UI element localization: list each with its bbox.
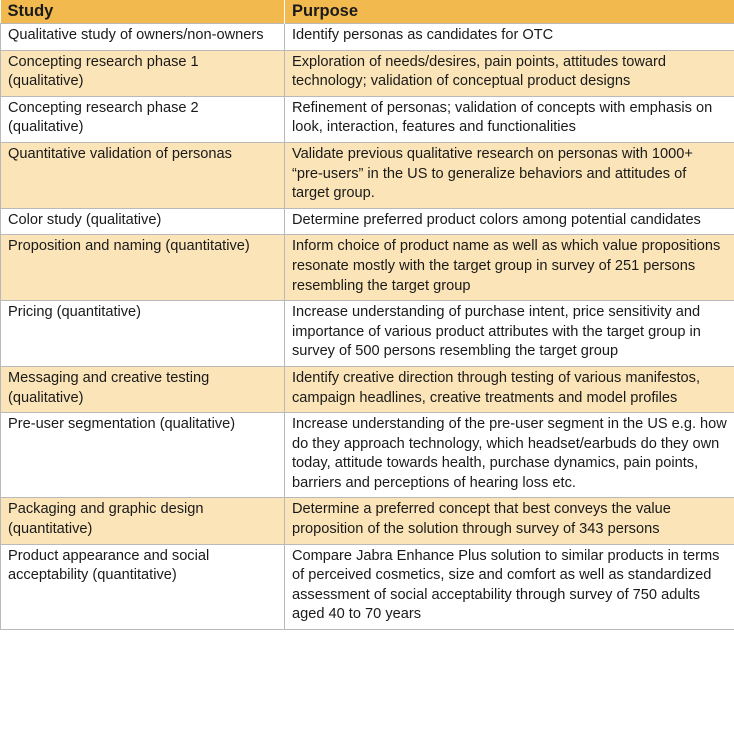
table-row [1, 301, 734, 367]
table-row [1, 96, 734, 142]
purpose-cell: Identify creative direction through testing of various manifestos, campaign headlines, creative treatments and model profiles [285, 366, 734, 412]
table-row [1, 208, 734, 235]
table-row [1, 24, 734, 51]
study-cell: Messaging and creative testing (qualitative) [1, 366, 285, 412]
table-row [1, 142, 734, 208]
study-cell: Concepting research phase 2 (qualitative) [1, 96, 285, 142]
table-row [1, 413, 734, 498]
purpose-cell: Increase understanding of purchase intent, price sensitivity and importance of various product attributes with the target group in survey of 500 persons resembling the target group [285, 301, 734, 367]
study-cell: Pre-user segmentation (qualitative) [1, 413, 285, 498]
study-cell: Pricing (quantitative) [1, 301, 285, 367]
table-row [1, 498, 734, 544]
purpose-cell: Increase understanding of the pre-user segment in the US e.g. how do they approach technology, which headset/earbuds do they own today, attitude towards health, purchase dynamics, pain points, barriers and perceptions of hearing loss etc. [285, 413, 734, 498]
purpose-cell: Identify personas as candidates for OTC [285, 24, 734, 51]
table-header-row [1, 0, 734, 24]
purpose-cell: Determine a preferred concept that best conveys the value proposition of the solution through survey of 343 persons [285, 498, 734, 544]
study-cell: Color study (qualitative) [1, 208, 285, 235]
purpose-cell: Inform choice of product name as well as which value propositions resonate mostly with the target group in survey of 251 persons resembling the target group [285, 235, 734, 301]
purpose-cell: Determine preferred product colors among potential candidates [285, 208, 734, 235]
study-cell: Product appearance and social acceptability (quantitative) [1, 544, 285, 629]
table-row [1, 235, 734, 301]
purpose-cell: Refinement of personas; validation of concepts with emphasis on look, interaction, features and functionalities [285, 96, 734, 142]
purpose-cell: Exploration of needs/desires, pain points, attitudes toward technology; validation of conceptual product designs [285, 50, 734, 96]
table-row [1, 50, 734, 96]
study-cell: Qualitative study of owners/non-owners [1, 24, 285, 51]
header-study: Study [1, 0, 285, 24]
table-row [1, 544, 734, 629]
study-cell: Proposition and naming (quantitative) [1, 235, 285, 301]
header-purpose: Purpose [285, 0, 734, 24]
study-cell: Quantitative validation of personas [1, 142, 285, 208]
purpose-cell: Compare Jabra Enhance Plus solution to similar products in terms of perceived cosmetics, size and comfort as well as standardized assessment of social acceptability through survey of 750 adults aged 40 to 70 years [285, 544, 734, 629]
study-cell: Packaging and graphic design (quantitative) [1, 498, 285, 544]
purpose-cell: Validate previous qualitative research on personas with 1000+ “pre-users” in the US to generalize behaviors and attitudes of target group. [285, 142, 734, 208]
table-row [1, 366, 734, 412]
study-cell: Concepting research phase 1 (qualitative) [1, 50, 285, 96]
